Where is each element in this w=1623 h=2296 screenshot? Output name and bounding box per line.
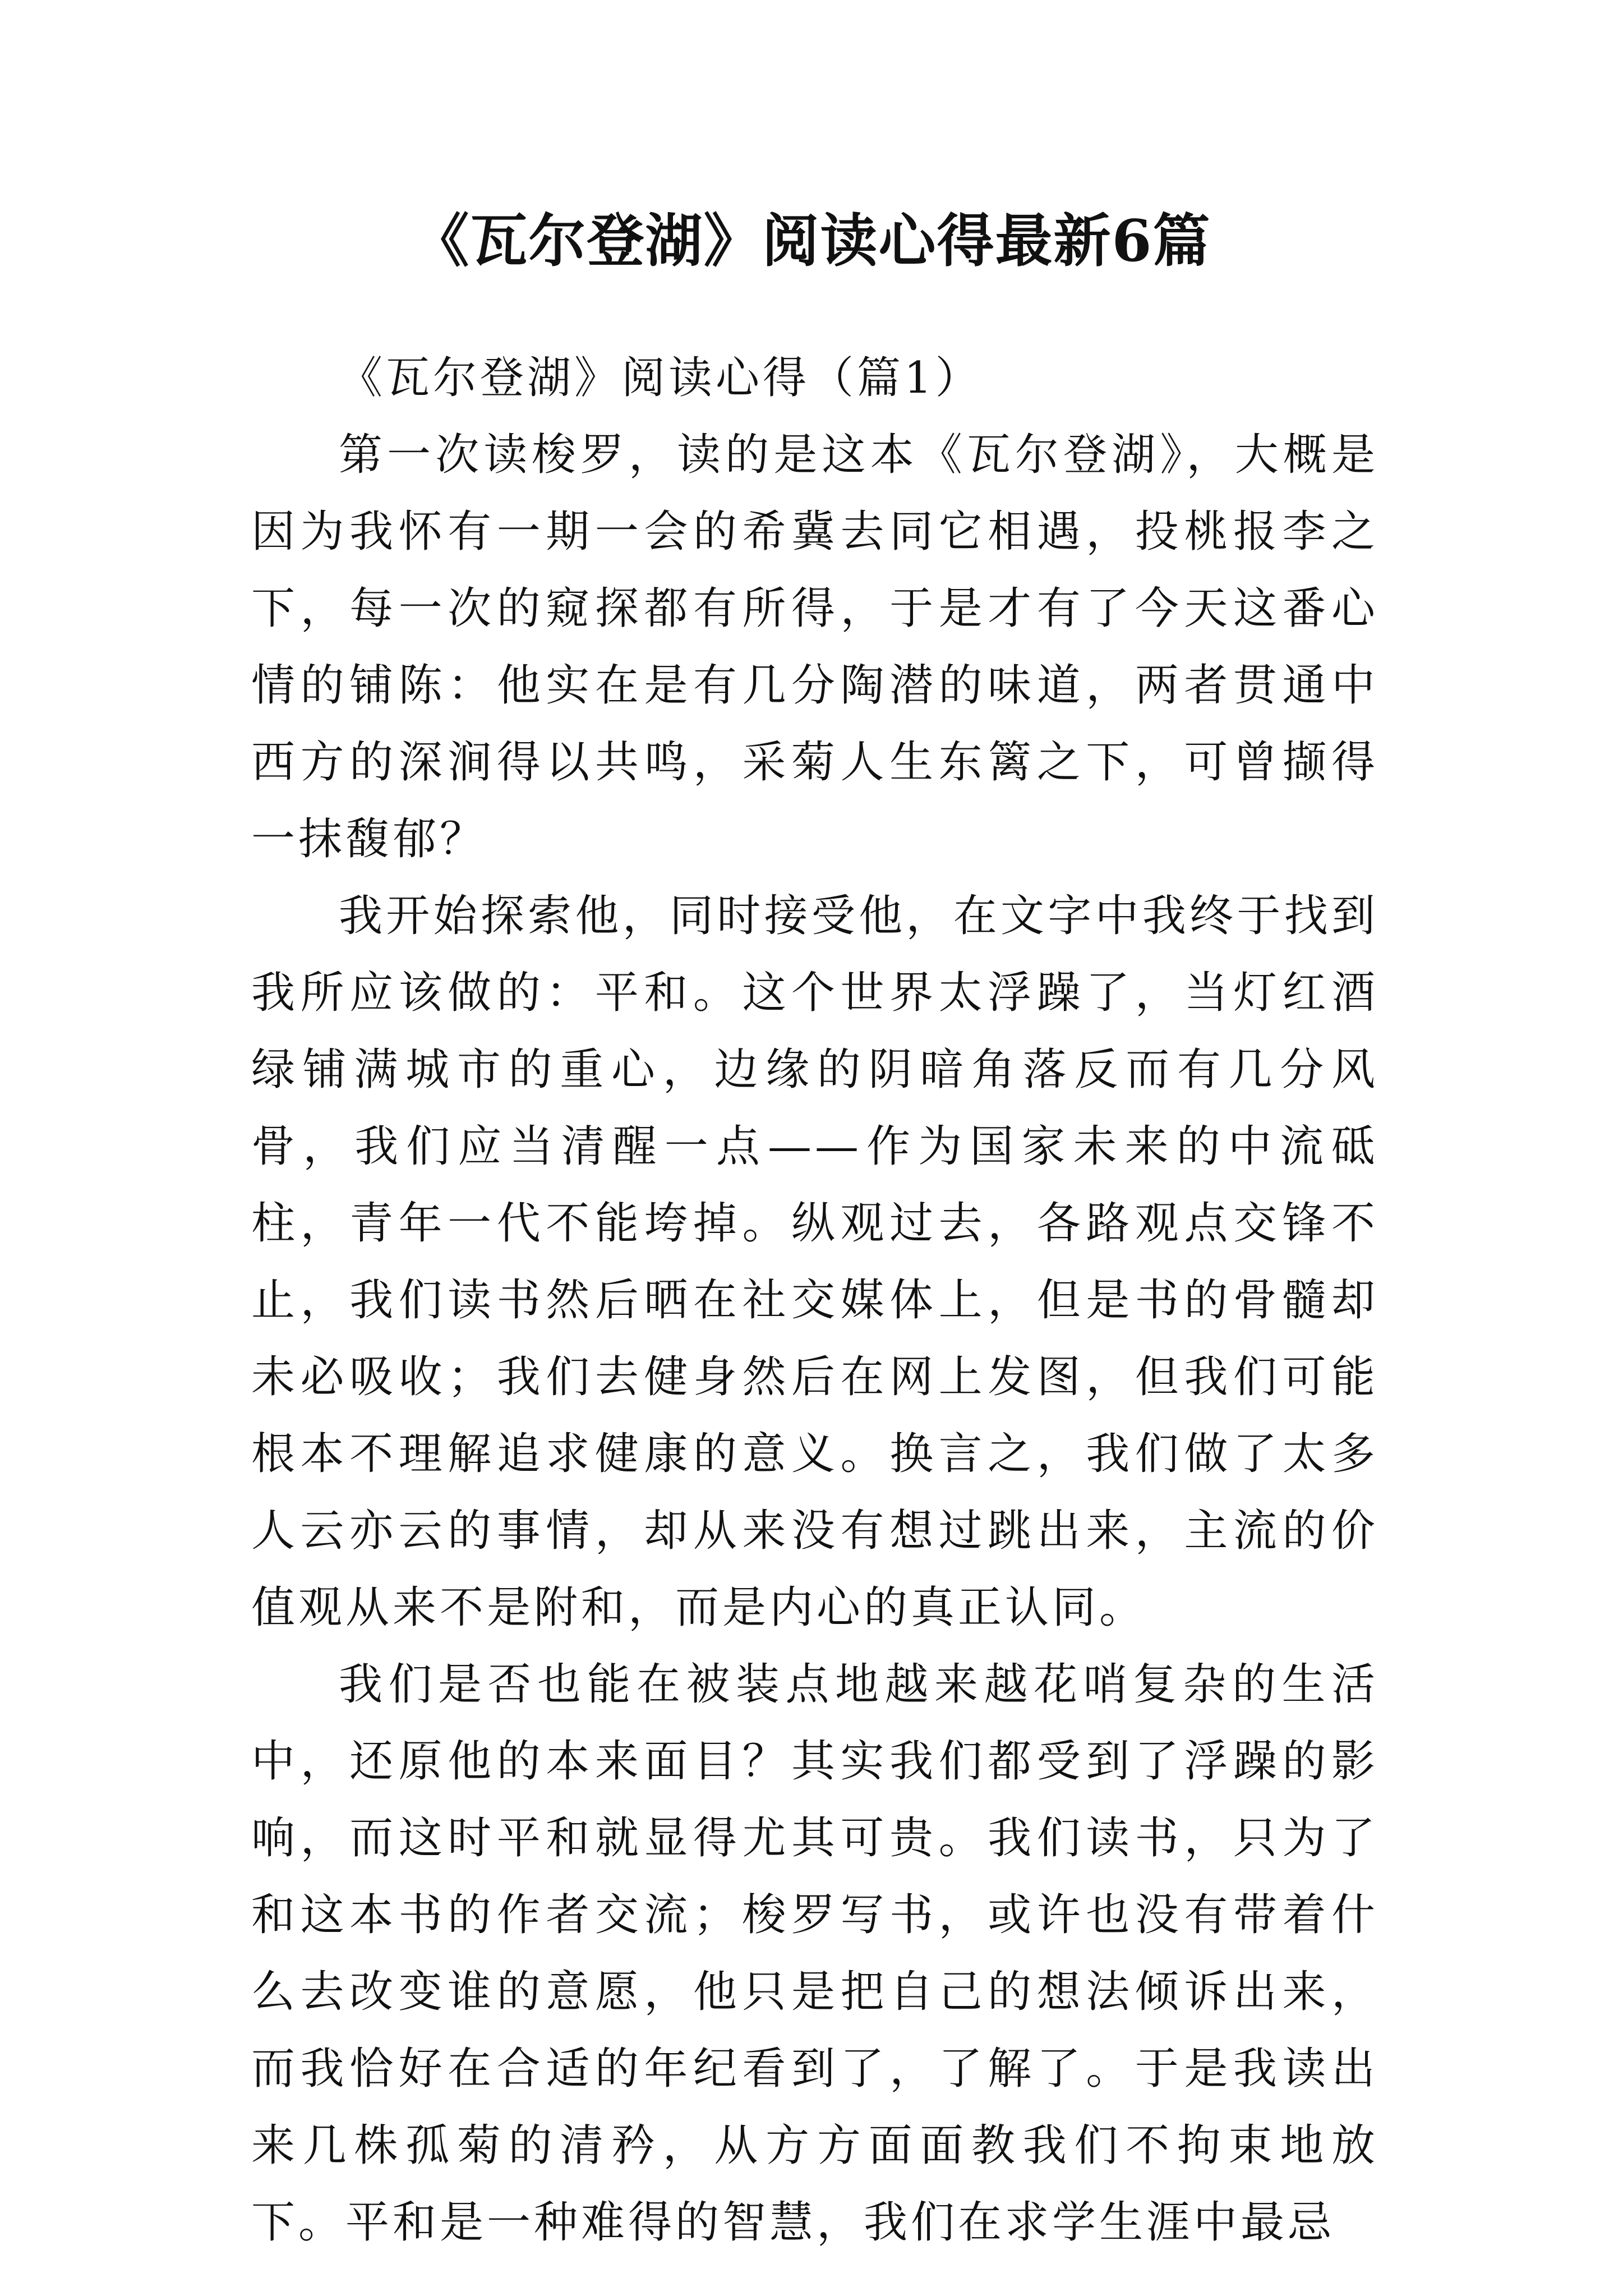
section-heading: 《瓦尔登湖》阅读心得（篇1） (339, 353, 983, 403)
paragraph-1: 第一次读梭罗，读的是这本《瓦尔登湖》，大概是因为我怀有一期一会的希冀去同它相遇，投桃报李之下，每一次的窥探都有所得，于是才有了今天这番心情的铺陈：他实在是有几分陶潜的味道，两者贯通中西方的深涧得以共鸣，采菊人生东篱之下，可曾撷得一抹馥郁？ (251, 430, 1378, 864)
paragraph-2: 我开始探索他，同时接受他，在文字中我终于找到我所应该做的：平和。这个世界太浮躁了，当灯红酒绿铺满城市的重心，边缘的阴暗角落反而有几分风骨，我们应当清醒一点——作为国家未来的中流砥柱，青年一代不能垮掉。纵观过去，各路观点交锋不止，我们读书然后晒在社交媒体上，但是书的骨髓却未必吸收；我们去健身然后在网上发图，但我们可能根本不理解追求健康的意义。换言之，我们做了太多人云亦云的事情，却从来没有想过跳出来，主流的价值观从来不是附和，而是内心的真正认同。 (251, 891, 1378, 1633)
document-title: 《瓦尔登湖》阅读心得最新6篇 (412, 208, 1211, 275)
paragraph-3: 我们是否也能在被装点地越来越花哨复杂的生活中，还原他的本来面目？其实我们都受到了浮躁的影响，而这时平和就显得尤其可贵。我们读书，只为了和这本书的作者交流；梭罗写书，或许也没有带着什么去改变谁的意愿，他只是把自己的想法倾诉出来，而我恰好在合适的年纪看到了，了解了。于是我读出来几株孤菊的清矜，从方方面面教我们不拘束地放下。平和是一种难得的智慧，我们在求学生涯中最忌 (251, 1659, 1378, 2248)
document-body (251, 340, 1378, 2261)
